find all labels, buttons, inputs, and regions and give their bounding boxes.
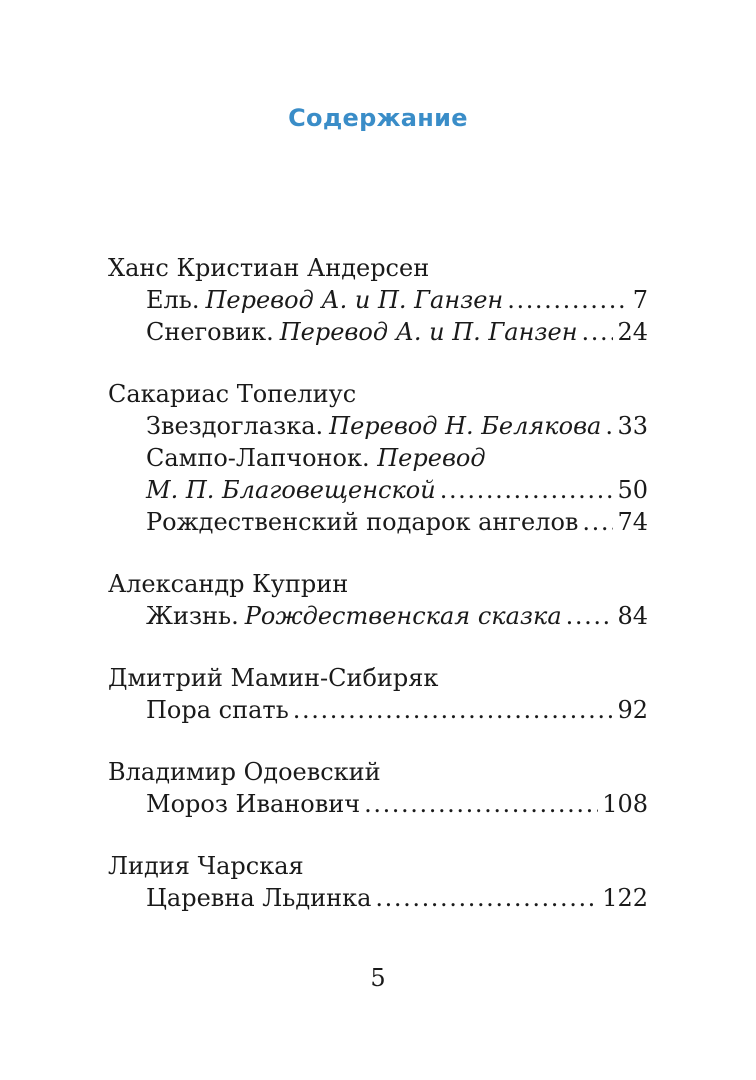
work-title: Царевна Льдинка [146, 884, 372, 912]
author-block [108, 662, 648, 726]
work-title: Мороз Иванович [146, 790, 361, 818]
work-title: Рождественский подарок ангелов [146, 508, 579, 536]
page-number: 24 [617, 318, 648, 346]
author-name: Александр Куприн [108, 570, 349, 598]
author-name: Дмитрий Мамин-Сибиряк [108, 664, 439, 692]
work-title: Жизнь. [146, 602, 239, 630]
author-block [108, 756, 648, 820]
toc-entry[interactable] [146, 788, 648, 820]
toc-entry[interactable] [146, 410, 648, 442]
page-number: 74 [617, 508, 648, 536]
work-title: Сампо-Лапчонок. [146, 444, 378, 472]
table-of-contents [108, 252, 648, 944]
dot-leader [440, 474, 614, 506]
toc-entry[interactable] [146, 600, 648, 632]
page-number: 50 [617, 476, 648, 504]
toc-entry[interactable] [146, 694, 648, 726]
dot-leader [507, 284, 628, 316]
author-name: Сакариас Топелиус [108, 380, 357, 408]
dot-leader [364, 788, 598, 820]
toc-entry-first-line[interactable] [146, 442, 648, 474]
toc-entry[interactable] [146, 506, 648, 538]
author-name: Ханс Кристиан Андерсен [108, 254, 430, 282]
work-subtitle: Перевод [377, 444, 486, 472]
toc-entry[interactable] [146, 284, 648, 316]
dot-leader [605, 410, 613, 442]
dot-leader [566, 600, 614, 632]
page-number: 84 [617, 602, 648, 630]
work-title: Звездоглазка. [146, 412, 324, 440]
toc-entry[interactable] [146, 882, 648, 914]
page-number: 122 [602, 884, 648, 912]
dot-leader [375, 882, 598, 914]
page-footer-number: 5 [370, 964, 386, 992]
dot-leader [582, 506, 613, 538]
author-block [108, 378, 648, 538]
work-subtitle: Рождественская сказка [244, 602, 562, 630]
toc-entry[interactable] [146, 316, 648, 348]
work-subtitle: Перевод А. и П. Ганзен [205, 286, 504, 314]
toc-entry[interactable] [146, 474, 648, 506]
author-block [108, 568, 648, 632]
work-title: Ель. [146, 286, 200, 314]
page-number: 33 [617, 412, 648, 440]
work-subtitle: Перевод Н. Белякова [329, 412, 602, 440]
author-block [108, 850, 648, 914]
work-subtitle: Перевод А. и П. Ганзен [279, 318, 578, 346]
author-name: Лидия Чарская [108, 852, 304, 880]
page-number: 108 [602, 790, 648, 818]
work-title: Пора спать [146, 696, 289, 724]
work-subtitle-continued: М. П. Благовещенской [146, 476, 436, 504]
author-name: Владимир Одоевский [108, 758, 381, 786]
page-number: 92 [617, 696, 648, 724]
page-title: Содержание [288, 104, 468, 132]
work-title: Снеговик. [146, 318, 274, 346]
author-block [108, 252, 648, 348]
page-number: 7 [632, 286, 648, 314]
dot-leader [582, 316, 614, 348]
dot-leader [293, 694, 614, 726]
